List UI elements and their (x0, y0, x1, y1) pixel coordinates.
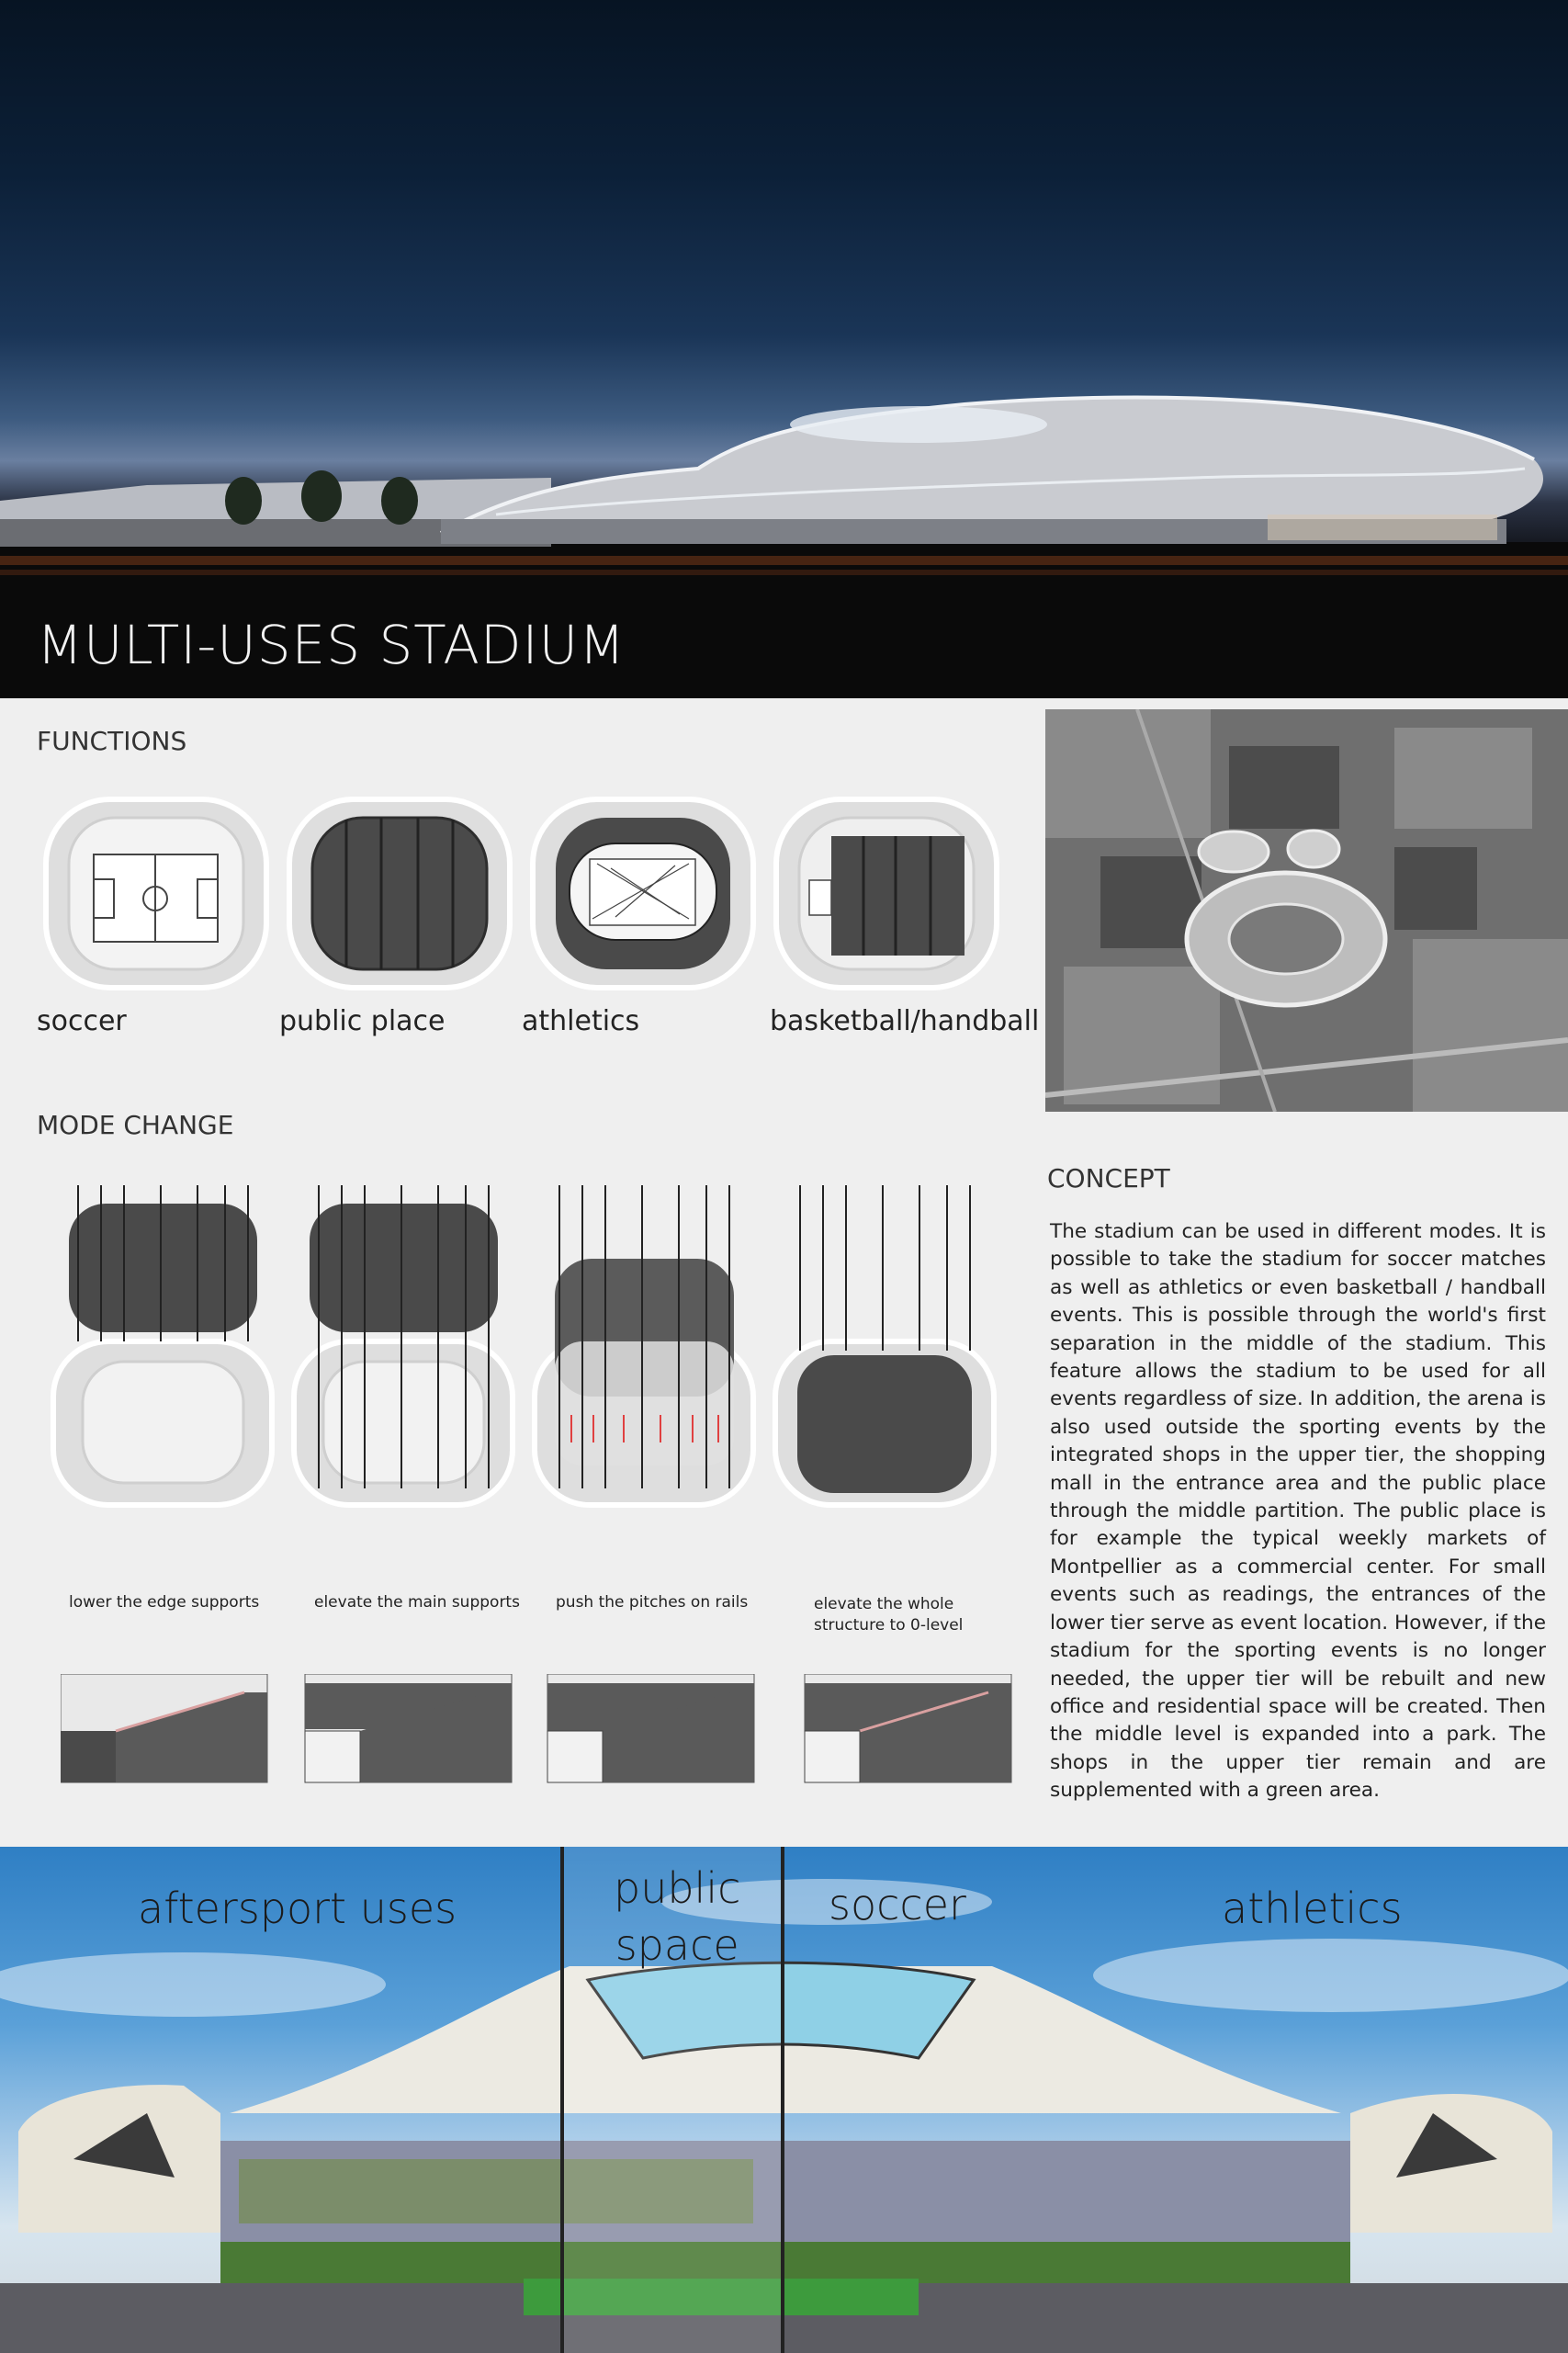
athletics-diagram (533, 799, 753, 988)
stadium-night-render (0, 0, 1568, 698)
mode-step-3-plan (535, 1185, 753, 1505)
basketball-handball-diagram (776, 799, 997, 988)
section-label-soccer: soccer (829, 1880, 966, 1929)
section-label-public-space: public space (614, 1863, 741, 1970)
mode-change-sections (61, 1674, 1025, 1784)
mode-change-plans (46, 1185, 1020, 1525)
mode-step-label-1: lower the edge supports (69, 1593, 260, 1612)
mode-step-label-3: push the pitches on rails (556, 1593, 749, 1612)
function-label-soccer: soccer (37, 1005, 127, 1037)
concept-paragraph: The stadium can be used in different modes. It is possible to take the stadium for soccer matches as well as athletics or even basketball / handball events. This is possible through the world's first separation in the middle of the stadium. This feature allows the stadium to be used for all events regardless of size. In addition, the arena is also used outside the sporting events by the integrated shops in the upper tier, the shopping mall in the entrance area and the public place through the middle partition. The public place is for example the typical weekly markets of Montpellier as a commercial center. For small events such as readings, the entrances of the lower tier serve as event location. However, if the stadium for the sporting events is no longer needed, the upper tier will be rebuilt and new office and residential space will be created. Then the middle level is expanded into a park. The shops in the upper tier remain and are supplemented with a green area. (1050, 1220, 1546, 1803)
mode-step-label-2: elevate the main supports (314, 1593, 520, 1612)
section-label-athletics: athletics (1222, 1884, 1403, 1933)
hero-render (0, 0, 1568, 698)
function-label-basketball-handball: basketball/handball (770, 1005, 1040, 1037)
function-label-public-place: public place (279, 1005, 446, 1037)
soccer-diagram (46, 799, 266, 988)
mode-step-1-section (61, 1674, 267, 1782)
mode-step-1-plan (53, 1185, 272, 1505)
aerial-site-photo (1045, 709, 1568, 1112)
mode-change-heading: MODE CHANGE (37, 1110, 234, 1140)
mode-step-4-plan (775, 1185, 994, 1505)
public-place-diagram (289, 799, 510, 988)
mode-step-3-section (547, 1674, 754, 1782)
section-label-aftersport: aftersport uses (138, 1884, 457, 1933)
mode-step-2-section (305, 1674, 512, 1782)
function-label-athletics: athletics (522, 1005, 640, 1037)
mode-step-4-section (805, 1674, 1011, 1782)
functions-heading: FUNCTIONS (37, 726, 187, 756)
concept-heading: CONCEPT (1047, 1163, 1170, 1193)
functions-diagrams (37, 790, 1010, 1001)
mode-step-label-4: elevate the whole structure to 0-level (814, 1595, 964, 1635)
stadium-section-render (0, 1847, 1568, 2353)
mode-step-2-plan (294, 1185, 513, 1505)
page-title: MULTI-USES STADIUM (37, 614, 626, 676)
